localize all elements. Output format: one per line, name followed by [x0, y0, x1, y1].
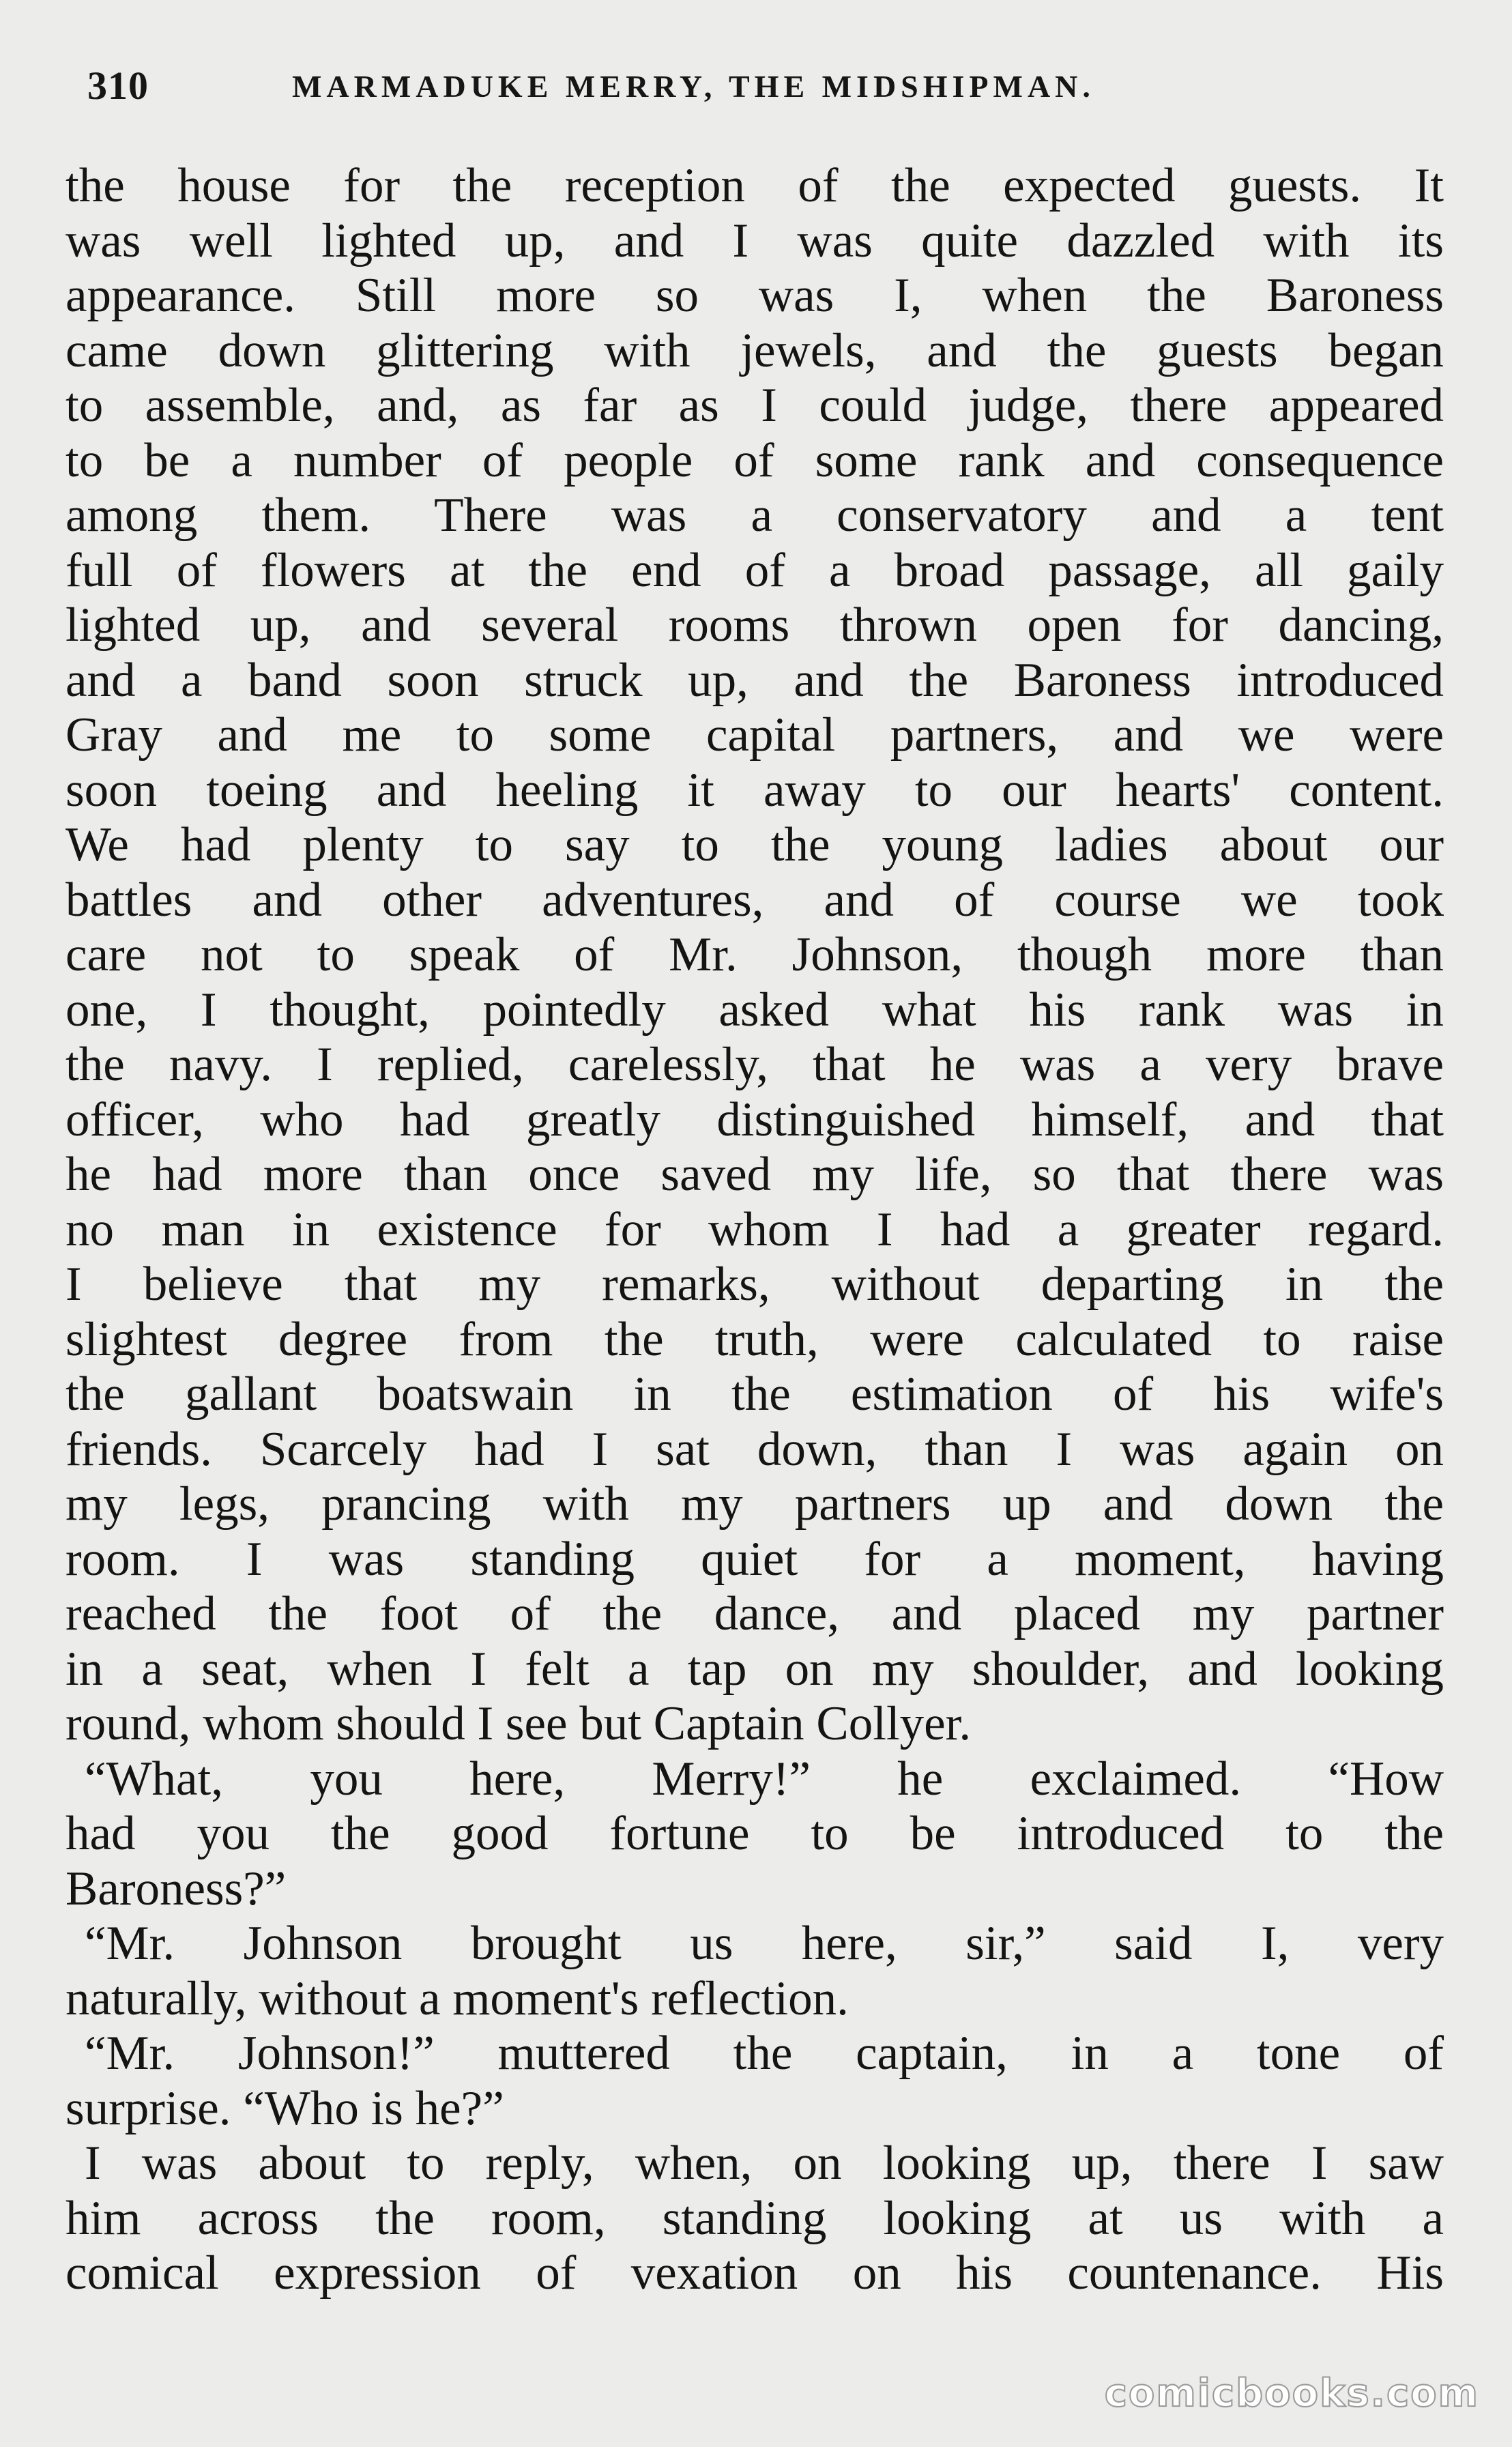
text-line: Gray and me to some capital partners, and we were: [66, 708, 1444, 762]
text-line: Baroness?”: [66, 1862, 287, 1915]
text-line: room. I was standing quiet for a moment, having: [66, 1532, 1444, 1586]
text-line: surprise. “Who is he?”: [66, 2081, 504, 2135]
page-header: [87, 63, 1425, 117]
watermark: comicbooks.com: [1104, 2371, 1479, 2416]
text-line: reached the foot of the dance, and placed my partner: [66, 1587, 1444, 1640]
text-line: no man in existence for whom I had a greater regard.: [66, 1202, 1444, 1256]
text-line: soon toeing and heeling it away to our hearts' content.: [66, 763, 1444, 817]
text-line: the house for the reception of the expected guests. It: [66, 159, 1444, 212]
text-line: appearance. Still more so was I, when the Baroness: [66, 269, 1444, 322]
text-line: I believe that my remarks, without departing in the: [66, 1258, 1444, 1311]
body-text: [66, 158, 1444, 2301]
text-line: “Mr. Johnson brought us here, sir,” said I, very: [85, 1917, 1444, 1970]
text-line: I was about to reply, when, on looking up, there I saw: [85, 2137, 1444, 2190]
text-line: my legs, prancing with my partners up and down the: [66, 1477, 1444, 1531]
text-line: comical expression of vexation on his countenance. His: [66, 2246, 1444, 2300]
text-line: he had more than once saved my life, so that there was: [66, 1148, 1444, 1201]
text-line: was well lighted up, and I was quite dazzled with its: [66, 214, 1444, 267]
text-line: “Mr. Johnson!” muttered the captain, in a tone of: [85, 2027, 1444, 2080]
text-line: the gallant boatswain in the estimation of his wife's: [66, 1367, 1444, 1421]
text-line: friends. Scarcely had I sat down, than I was again on: [66, 1422, 1444, 1476]
text-line: to be a number of people of some rank and consequence: [66, 433, 1444, 487]
text-line: round, whom should I see but Captain Collyer.: [66, 1697, 972, 1750]
text-line: lighted up, and several rooms thrown open for dancing,: [66, 598, 1444, 652]
text-line: among them. There was a conservatory and a tent: [66, 489, 1444, 542]
page-number: 310: [87, 63, 149, 108]
text-line: naturally, without a moment's reflection.: [66, 1971, 849, 2025]
text-line: battles and other adventures, and of course we took: [66, 873, 1444, 927]
text-line: him across the room, standing looking at us with a: [66, 2191, 1444, 2245]
running-title: MARMADUKE MERRY, THE MIDSHIPMAN.: [292, 69, 1095, 104]
text-line: one, I thought, pointedly asked what his rank was in: [66, 983, 1444, 1037]
text-line: had you the good fortune to be introduced to the: [66, 1807, 1444, 1860]
text-line: to assemble, and, as far as I could judge, there appeared: [66, 379, 1444, 432]
text-line: and a band soon struck up, and the Baroness introduced: [66, 653, 1444, 707]
text-line: the navy. I replied, carelessly, that he was a very brave: [66, 1038, 1444, 1091]
text-line: came down glittering with jewels, and the guests began: [66, 323, 1444, 377]
text-line: We had plenty to say to the young ladies about our: [66, 818, 1444, 871]
text-line: full of flowers at the end of a broad passage, all gaily: [66, 543, 1444, 597]
text-line: “What, you here, Merry!” he exclaimed. “How: [85, 1752, 1444, 1806]
text-line: slightest degree from the truth, were calculated to raise: [66, 1312, 1444, 1366]
text-line: officer, who had greatly distinguished himself, and that: [66, 1092, 1444, 1146]
text-line: care not to speak of Mr. Johnson, though more than: [66, 928, 1444, 981]
text-line: in a seat, when I felt a tap on my shoulder, and looking: [66, 1642, 1444, 1696]
